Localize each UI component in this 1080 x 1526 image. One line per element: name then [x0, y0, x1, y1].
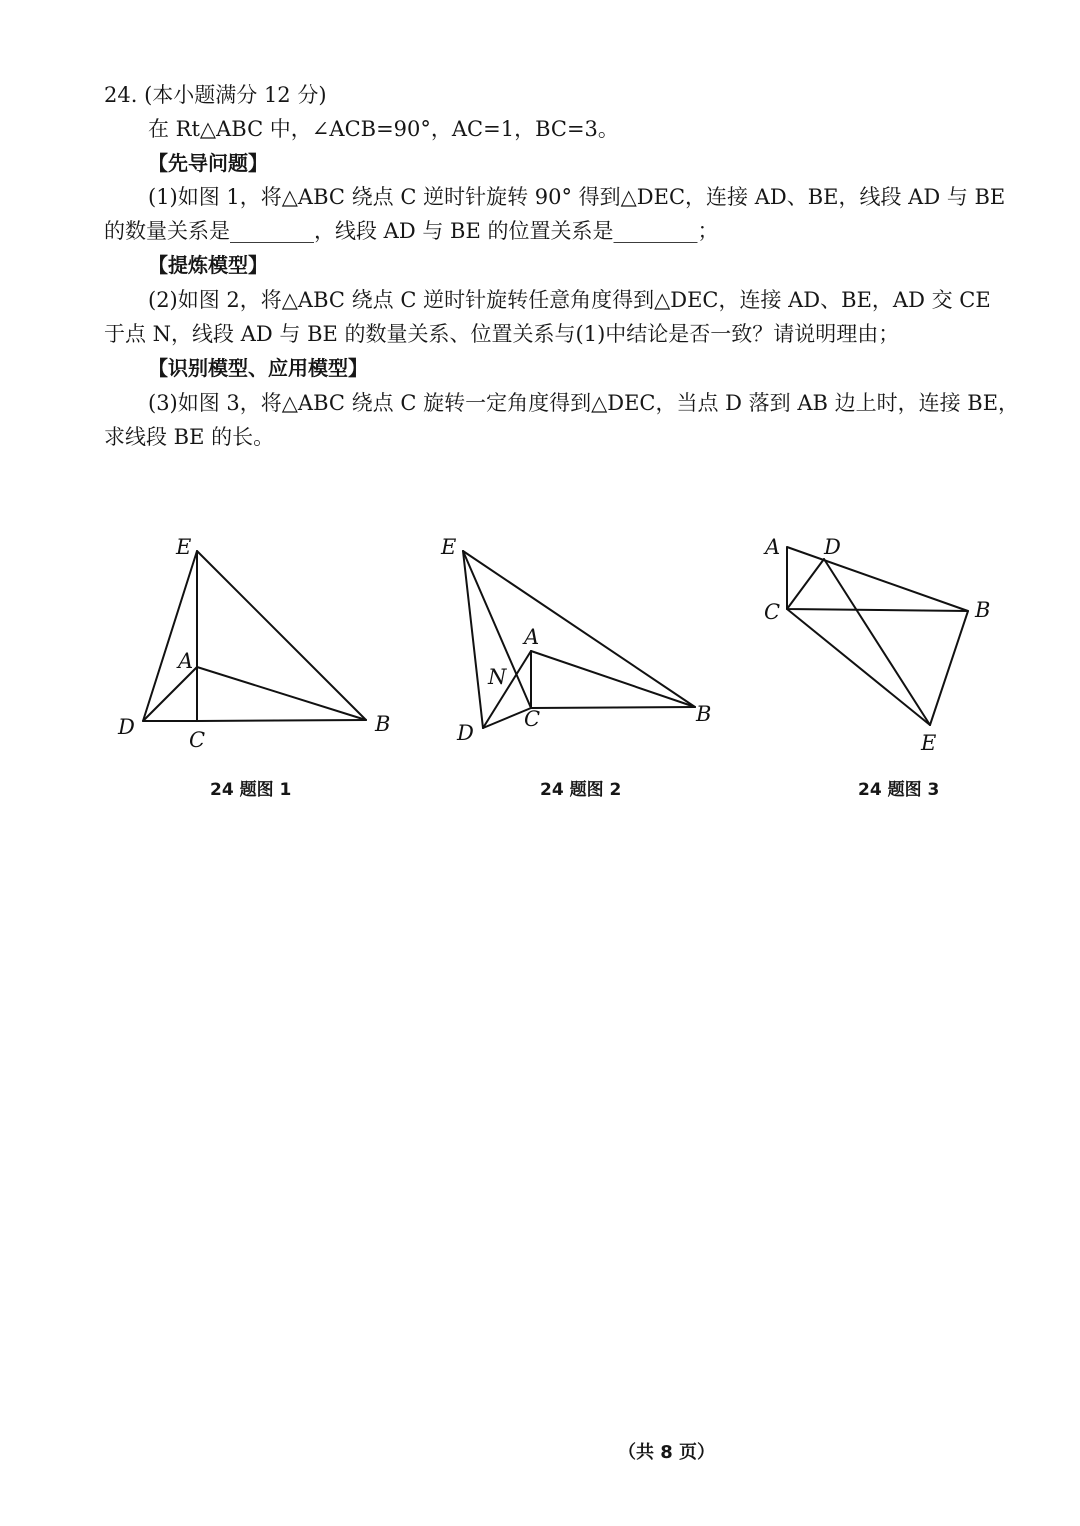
section-title-model: 【提炼模型】	[148, 253, 268, 277]
question-3-line-1: (3)如图 3，将△ABC 绕点 C 旋转一定角度得到△DEC，当点 D 落到 AB 边上时，连接 BE，	[148, 391, 1020, 415]
fig1-label-c: C	[189, 728, 206, 752]
fig3-triangle-abc	[787, 547, 968, 611]
question-2-line-2: 于点 N，线段 AD 与 BE 的数量关系、位置关系与(1)中结论是否一致？请说明理由；	[104, 322, 900, 346]
figure-2-caption: 24 题图 2	[540, 780, 622, 800]
fig1-label-e: E	[176, 535, 192, 559]
figure-3	[750, 520, 1010, 760]
problem-given: 在 Rt△ABC 中，∠ACB=90°，AC=1，BC=3。	[148, 117, 619, 141]
page-count-footer: （共 8 页）	[618, 1442, 716, 1463]
fig2-line-cb	[531, 707, 695, 708]
fig1-triangle-dec	[143, 551, 197, 721]
question-2-line-1: (2)如图 2，将△ABC 绕点 C 逆时针旋转任意角度得到△DEC，连接 AD、BE，AD 交 CE	[148, 288, 991, 312]
fig2-label-b: B	[696, 702, 712, 726]
fig2-line-ab	[531, 651, 695, 707]
fig2-label-e: E	[441, 535, 457, 559]
fig1-line-cb	[197, 720, 366, 721]
fig3-label-e: E	[921, 731, 937, 755]
fig2-line-ed	[463, 551, 483, 728]
question-1-line-2: 的数量关系是________，线段 AD 与 BE 的位置关系是________；	[104, 219, 719, 243]
fig3-label-a: A	[765, 535, 781, 559]
fig1-line-eb	[197, 551, 366, 720]
fig2-label-a: A	[524, 625, 540, 649]
fig3-label-c: C	[764, 600, 781, 624]
fig2-label-c: C	[524, 707, 541, 731]
section-title-lead-question: 【先导问题】	[148, 151, 268, 175]
fig1-label-a: A	[178, 649, 194, 673]
fig1-label-b: B	[375, 712, 391, 736]
fig3-label-d: D	[824, 535, 841, 559]
section-title-apply-model: 【识别模型、应用模型】	[148, 356, 368, 380]
fig3-label-b: B	[975, 598, 991, 622]
fig3-line-be	[930, 611, 968, 725]
fig3-line-de	[824, 559, 930, 725]
fig3-line-cd	[787, 559, 824, 609]
figure-3-caption: 24 题图 3	[858, 780, 940, 800]
question-1-line-1: (1)如图 1，将△ABC 绕点 C 逆时针旋转 90° 得到△DEC，连接 AD、BE，线段 AD 与 BE	[148, 185, 1006, 209]
fig3-line-ce	[787, 609, 930, 725]
figure-2	[430, 520, 730, 760]
figure-1-caption: 24 题图 1	[210, 780, 292, 800]
question-3-line-2: 求线段 BE 的长。	[104, 425, 275, 449]
fig2-label-d: D	[457, 721, 474, 745]
fig2-label-n: N	[488, 665, 507, 689]
problem-header: 24. (本小题满分 12 分)	[104, 83, 327, 107]
fig1-label-d: D	[118, 715, 135, 739]
figure-1	[100, 520, 410, 760]
